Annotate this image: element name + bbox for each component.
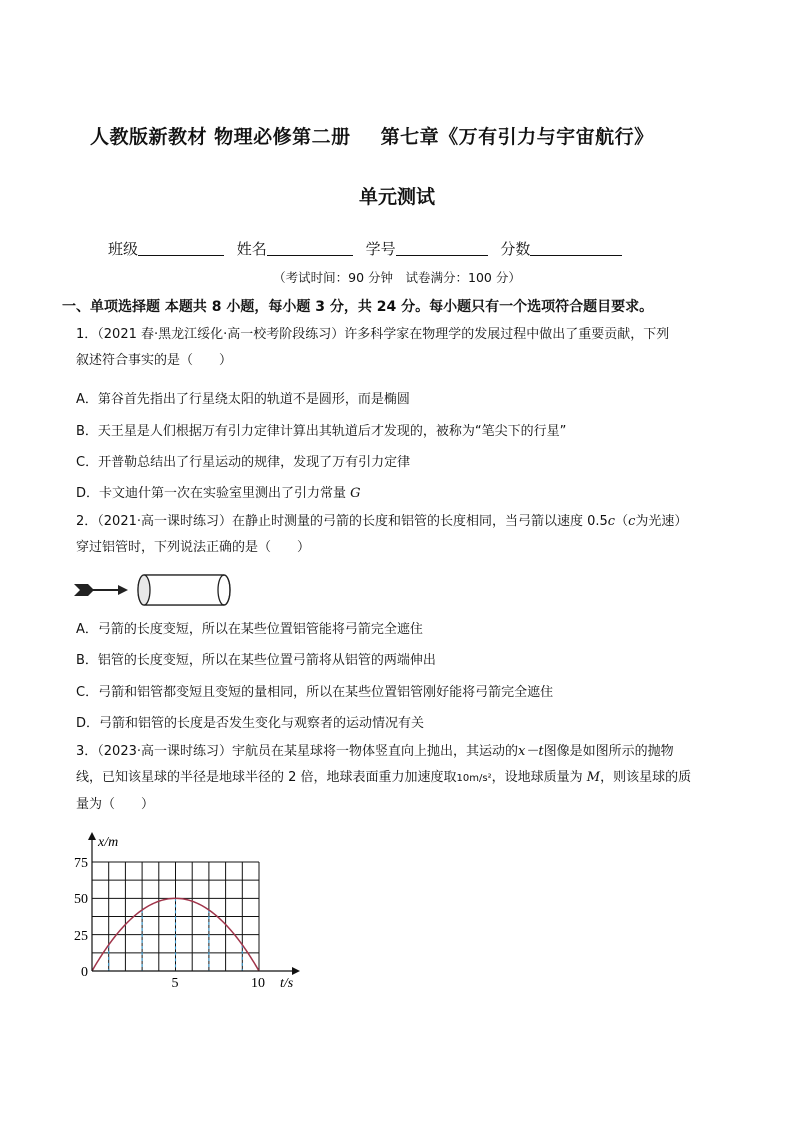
aluminum-tube-icon [138,575,230,605]
question-2-option-a[interactable]: A．弓箭的长度变短，所以在某些位置铝管能将弓箭完全遮住 [76,622,423,637]
score-blank[interactable] [530,241,622,256]
page-subtitle: 单元测试 [358,186,435,208]
x-tick-label: 10 [251,976,265,991]
y-tick-label: 25 [74,929,88,944]
question-2-stem: 2．（2021·高一课时练习）在静止时测量的弓箭的长度和铝管的长度相同，当弓箭以速度 0.5c（c为光速） 穿过铝管时，下列说法正确的是（ ） [76,514,688,555]
page-title [90,122,654,149]
class-blank[interactable] [138,241,224,256]
arrow-tube-figure [72,572,232,608]
section-heading: 一、单项选择题 本题共 8 小题，每小题 3 分，共 24 分。每小题只有一个选项符合题目要求。 [62,299,654,315]
student-info-fields [108,238,630,259]
chart-axes [88,832,300,975]
x-axis-arrow-icon [292,967,300,975]
x-axis-label: t/s [280,976,294,991]
y-tick-label: 50 [74,892,88,907]
question-1-option-b[interactable]: B．天王星是人们根据万有引力定律计算出其轨道后才发现的，被称为“笔尖下的行星” [76,424,567,439]
xt-chart [60,830,310,995]
arrow-icon [74,584,128,596]
y-tick-label: 75 [74,856,88,871]
score-field: 分数 [500,238,622,259]
question-1-option-a[interactable]: A．第谷首先指出了行星绕太阳的轨道不是圆形，而是椭圆 [76,392,410,407]
question-1-option-c[interactable]: C．开普勒总结出了行星运动的规律，发现了万有引力定律 [76,455,411,470]
class-field: 班级 [108,238,224,259]
title-chapter: 第七章《万有引力与宇宙航行》 [380,126,654,148]
y-tick-label: 0 [81,965,88,980]
name-field: 姓名 [237,238,353,259]
x-tick-label: 5 [171,976,179,991]
name-blank[interactable] [267,241,353,256]
student-id-blank[interactable] [396,241,488,256]
y-axis-arrow-icon [88,832,96,840]
question-1-option-d[interactable]: D．卡文迪什第一次在实验室里测出了引力常量 G [76,486,361,501]
question-2-option-c[interactable]: C．弓箭和铝管都变短且变短的量相同，所以在某些位置铝管刚好能将弓箭完全遮住 [76,685,554,700]
exam-info: （考试时间：90 分钟 试卷满分：100 分） [273,270,521,285]
question-1-stem: 1．（2021 春·黑龙江绥化·高一校考阶段练习）许多科学家在物理学的发展过程中做出了重要贡献，下列 叙述符合事实的是（ ） [76,327,670,368]
y-axis-label: x/m [98,835,119,850]
question-3-stem: 3．（2023·高一课时练习）宇航员在某星球将一物体竖直向上抛出，其运动的x－t图像是如图所示的抛物 线，已知该星球的半径是地球半径的 2 倍，地球表面重力加速度取10m/s²，设地球质量为 M，则该星球的质 量为（ ） [76,744,692,812]
question-2-option-b[interactable]: B．铝管的长度变短，所以在某些位置弓箭将从铝管的两端伸出 [76,653,436,668]
title-book: 人教版新教材 物理必修第二册 [90,126,351,148]
student-id-field: 学号 [366,238,488,259]
question-2-option-d[interactable]: D．弓箭和铝管的长度是否发生变化与观察者的运动情况有关 [76,716,425,731]
